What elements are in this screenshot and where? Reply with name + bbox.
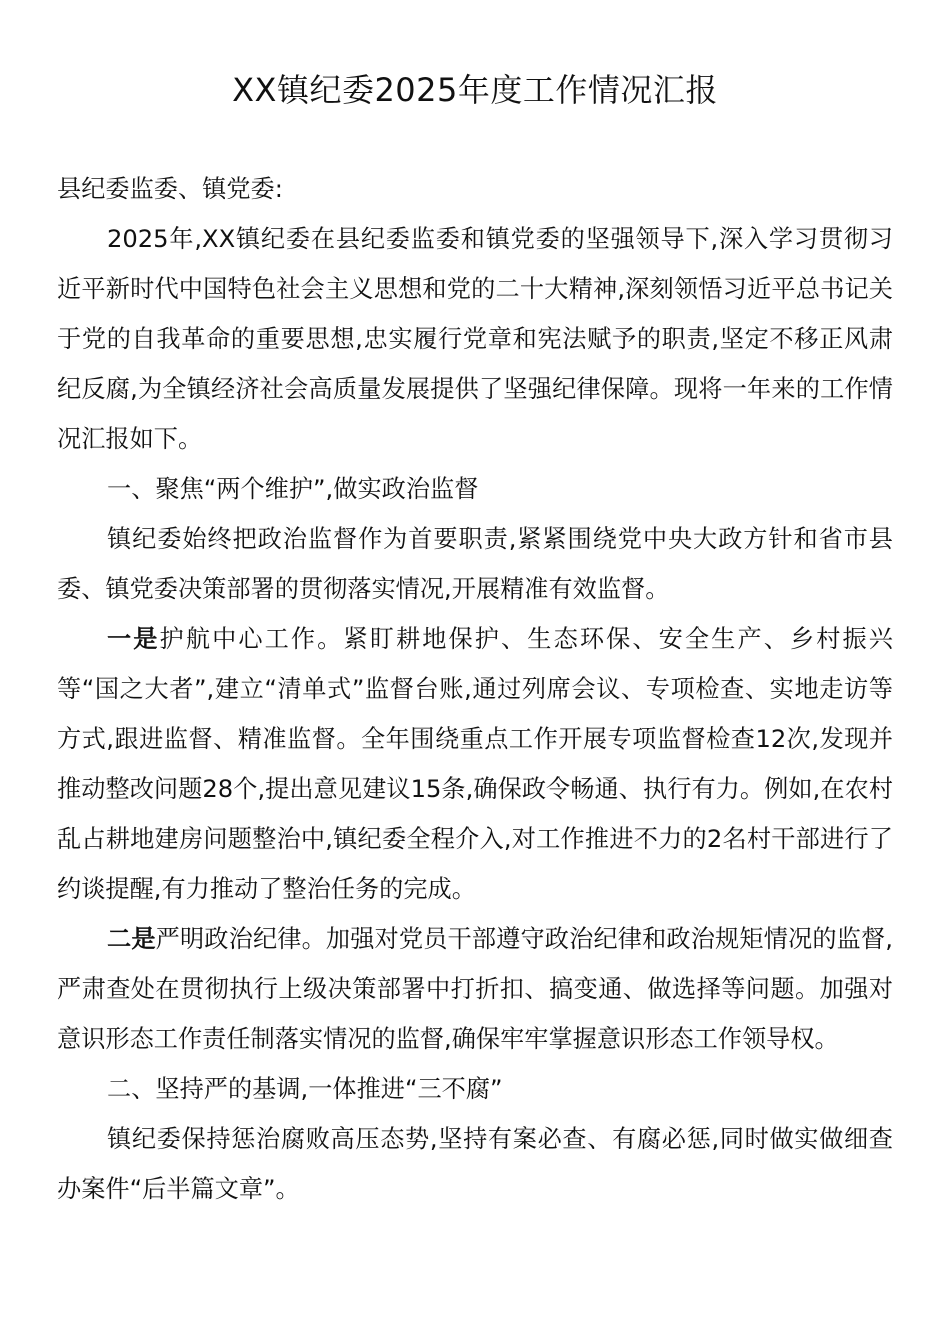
item-2-lead: 二是 — [107, 925, 156, 953]
document-body — [57, 164, 893, 1214]
salutation: 县纪委监委、镇党委: — [57, 175, 283, 203]
item-1-paragraph — [57, 614, 893, 914]
item-1-lead: 一是 — [107, 625, 160, 653]
item-2-paragraph — [57, 914, 893, 1064]
section-2-intro: 镇纪委保持惩治腐败高压态势,坚持有案必查、有腐必惩,同时做实做细查办案件“后半篇文章”。 — [57, 1125, 893, 1203]
item-2-text: 严明政治纪律。加强对党员干部遵守政治纪律和政治规矩情况的监督,严肃查处在贯彻执行上级决策部署中打折扣、搞变通、做选择等问题。加强对意识形态工作责任制落实情况的监督,确保牢牢掌握意识形态工作领导权。 — [57, 925, 893, 1053]
item-1-text: 护航中心工作。紧盯耕地保护、生态环保、安全生产、乡村振兴等“国之大者”,建立“清单式”监督台账,通过列席会议、专项检查、实地走访等方式,跟进监督、精准监督。全年围绕重点工作开展专项监督检查12次,发现并推动整改问题28个,提出意见建议15条,确保政令畅通、执行有力。例如,在农村乱占耕地建房问题整治中,镇纪委全程介入,对工作推进不力的2名村干部进行了约谈提醒,有力推动了整治任务的完成。 — [57, 625, 893, 903]
section-1-heading: 一、聚焦“两个维护”,做实政治监督 — [107, 475, 479, 503]
section-2-heading: 二、坚持严的基调,一体推进“三不腐” — [107, 1075, 503, 1103]
document-title: XX镇纪委2025年度工作情况汇报 — [232, 71, 718, 109]
section-1-intro: 镇纪委始终把政治监督作为首要职责,紧紧围绕党中央大政方针和省市县委、镇党委决策部署的贯彻落实情况,开展精准有效监督。 — [57, 525, 893, 603]
intro-paragraph: 2025年,XX镇纪委在县纪委监委和镇党委的坚强领导下,深入学习贯彻习近平新时代中国特色社会主义思想和党的二十大精神,深刻领悟习近平总书记关于党的自我革命的重要思想,忠实履行党章和宪法赋予的职责,坚定不移正风肃纪反腐,为全镇经济社会高质量发展提供了坚强纪律保障。现将一年来的工作情况汇报如下。 — [57, 225, 893, 453]
